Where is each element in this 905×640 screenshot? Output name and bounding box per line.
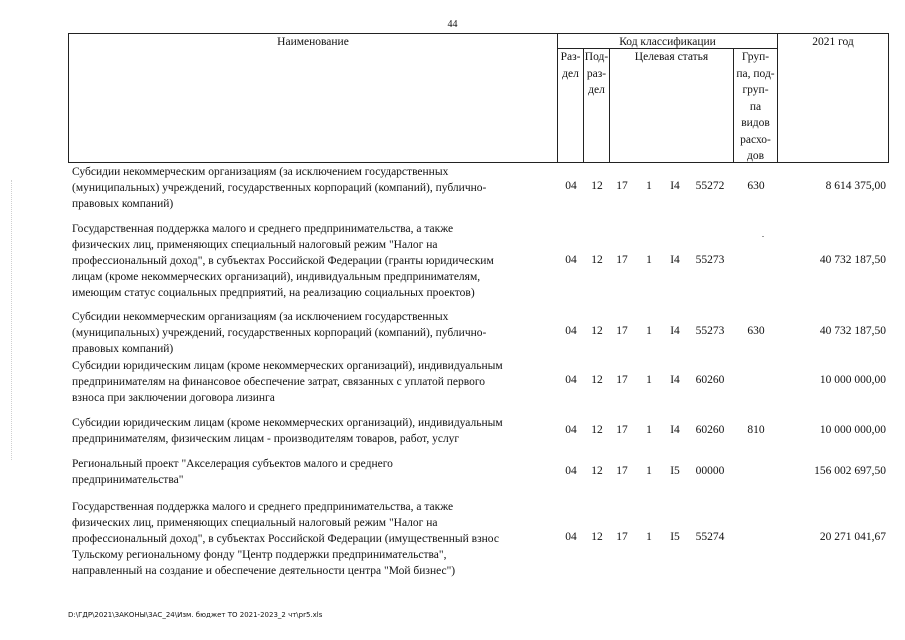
header-expense-group: Груп- па, под- груп- па видов расхо- дов	[736, 51, 775, 162]
header-subsection: Под- раз- дел	[584, 51, 609, 96]
amount: 156 002 697,50	[814, 465, 886, 477]
header-right-border	[888, 33, 889, 163]
article-direction: 55272	[695, 180, 725, 192]
header-year: 2021 год	[812, 36, 854, 48]
podrazdel-code: 12	[591, 325, 603, 337]
razdel-code: 04	[565, 374, 577, 386]
article-project: I4	[670, 180, 680, 192]
razdel-code: 04	[565, 531, 577, 543]
article-project: I5	[670, 531, 680, 543]
article-direction: 55273	[695, 325, 725, 337]
expense-type: 630	[747, 180, 765, 192]
article-subprogram: 1	[646, 374, 652, 386]
header-divider-year	[777, 33, 778, 163]
article-direction: 60260	[695, 424, 725, 436]
article-subprogram: 1	[646, 465, 652, 477]
article-program: 17	[616, 465, 628, 477]
amount: 40 732 187,50	[819, 254, 886, 266]
article-subprogram: 1	[646, 424, 652, 436]
podrazdel-code: 12	[591, 180, 603, 192]
podrazdel-code: 12	[591, 374, 603, 386]
article-program: 17	[616, 180, 628, 192]
article-program: 17	[616, 531, 628, 543]
scan-margin-artifact	[11, 180, 13, 460]
row-name: Государственная поддержка малого и среднего предпринимательства, а также физических лиц, применяющих специальный налоговый режим "Налог на профессиональный доход", в субъектах Российской Федерации (имущественный взнос Тульскому региональному фонду "Центр поддержки предпринимательства", направленный на создание и обеспечение деятельности центра "Мой бизнес")	[72, 501, 499, 577]
article-direction: 55273	[695, 254, 725, 266]
scan-speck	[762, 236, 764, 237]
header-left-border	[68, 33, 69, 163]
article-direction: 00000	[695, 465, 725, 477]
header-target-article: Целевая статья	[634, 51, 709, 63]
article-subprogram: 1	[646, 254, 652, 266]
article-subprogram: 1	[646, 325, 652, 337]
amount: 20 271 041,67	[819, 531, 886, 543]
article-subprogram: 1	[646, 180, 652, 192]
razdel-code: 04	[565, 465, 577, 477]
article-project: I5	[670, 465, 680, 477]
header-name: Наименование	[277, 36, 349, 48]
row-name: Субсидии юридическим лицам (кроме некоммерческих организаций), индивидуальным предпринимателям на финансовое обеспечение затрат, связанных с уплатой первого взноса при заключении договора лизинга	[72, 360, 503, 404]
header-classification: Код классификации	[619, 36, 716, 48]
row-name: Субсидии юридическим лицам (кроме некоммерческих организаций), индивидуальным предпринимателям, физическим лицам - производителям товаров, работ, услуг	[72, 417, 503, 445]
article-program: 17	[616, 374, 628, 386]
razdel-code: 04	[565, 424, 577, 436]
amount: 8 614 375,00	[825, 180, 886, 192]
podrazdel-code: 12	[591, 465, 603, 477]
article-program: 17	[616, 424, 628, 436]
razdel-code: 04	[565, 180, 577, 192]
row-name: Субсидии некоммерческим организациям (за исключением государственных (муниципальных) учреждений, государственных корпораций (компаний), публично- правовых компаний)	[72, 166, 487, 210]
amount: 10 000 000,00	[819, 374, 886, 386]
file-path-footer: D:\ГДР\2021\ЗАКОНЫ\ЗАС_24\Изм. бюджет ТО 2021-2023_2 чт\pr5.xls	[68, 611, 323, 619]
expense-type: 630	[747, 325, 765, 337]
amount: 40 732 187,50	[819, 325, 886, 337]
page-number: 44	[447, 19, 458, 30]
article-project: I4	[670, 254, 680, 266]
article-program: 17	[616, 325, 628, 337]
article-direction: 55274	[695, 531, 725, 543]
article-project: I4	[670, 424, 680, 436]
article-project: I4	[670, 325, 680, 337]
article-direction: 60260	[695, 374, 725, 386]
row-name: Субсидии некоммерческим организациям (за исключением государственных (муниципальных) учреждений, государственных корпораций (компаний), публично- правовых компаний)	[72, 311, 487, 355]
row-name: Региональный проект "Акселерация субъектов малого и среднего предпринимательства"	[72, 458, 393, 486]
podrazdel-code: 12	[591, 531, 603, 543]
article-project: I4	[670, 374, 680, 386]
row-name: Государственная поддержка малого и среднего предпринимательства, а также физических лиц, применяющих специальный налоговый режим "Налог на профессиональный доход", в субъектах Российской Федерации (гранты юридическим лицам (кроме некоммерческих организаций), индивидуальным предпринимателям, имеющим статус социальных предприятий, на реализацию социальных проектов)	[72, 223, 494, 299]
razdel-code: 04	[565, 325, 577, 337]
podrazdel-code: 12	[591, 254, 603, 266]
razdel-code: 04	[565, 254, 577, 266]
article-program: 17	[616, 254, 628, 266]
expense-type: 810	[747, 424, 765, 436]
article-subprogram: 1	[646, 531, 652, 543]
amount: 10 000 000,00	[819, 424, 886, 436]
header-section: Раз- дел	[560, 51, 581, 80]
podrazdel-code: 12	[591, 424, 603, 436]
